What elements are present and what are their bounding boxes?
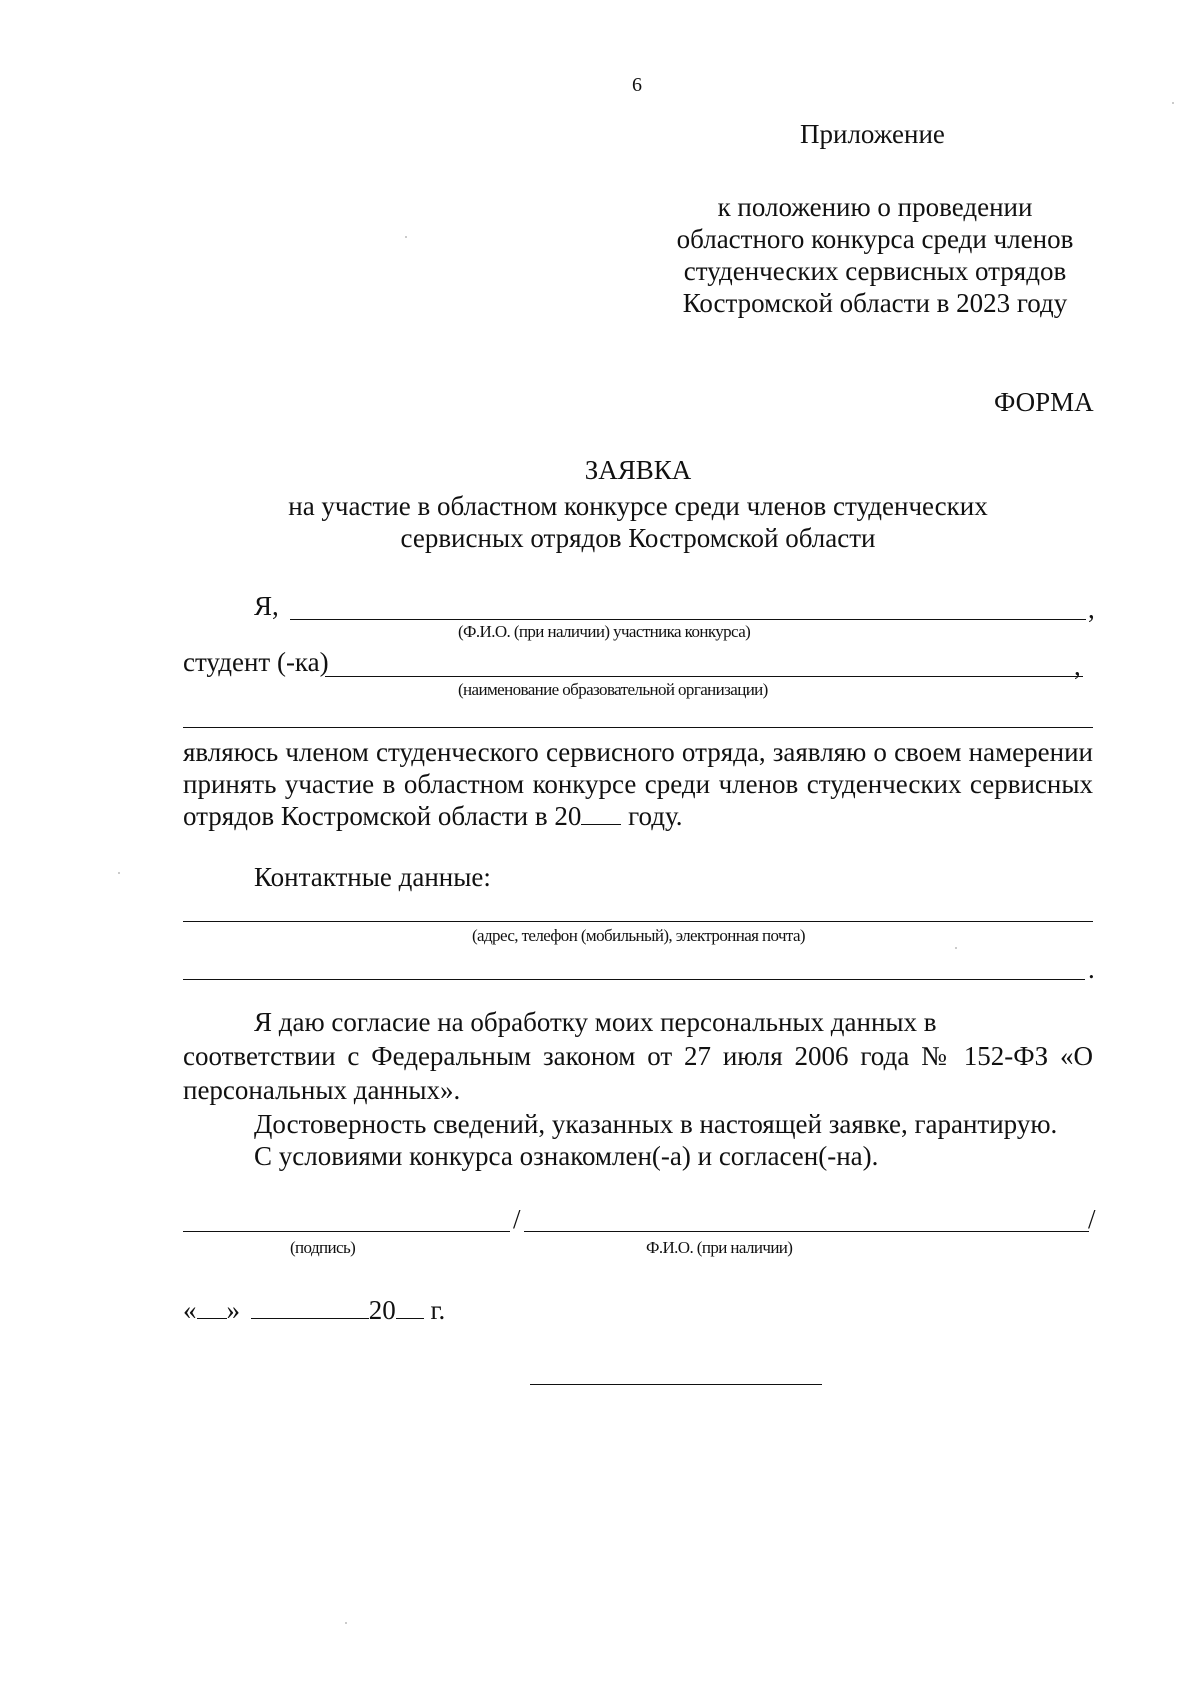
scan-speck: [955, 947, 957, 949]
contacts-end-mark: .: [1088, 954, 1095, 984]
student-prefix: студент (-ка): [183, 647, 329, 677]
date-close-quote: »: [226, 1295, 240, 1325]
consent-line4: Достоверность сведений, указанных в настоящей заявке, гарантирую.: [254, 1109, 1058, 1139]
signature-name-line[interactable]: [524, 1231, 1089, 1232]
appendix-line: Костромской области в 2023 году: [682, 288, 1068, 318]
consent-line2: соответствии с Федеральным законом от 27 июля 2006 года № 152-ФЗ «О: [183, 1041, 1093, 1071]
student-suffix: ,: [1074, 651, 1081, 681]
student-field-continuation-line[interactable]: [183, 727, 1093, 728]
page-number: 6: [632, 74, 642, 96]
document-subtitle-line2: сервисных отрядов Костромской области: [400, 523, 876, 553]
name-field-line[interactable]: [290, 619, 1086, 620]
document-subtitle-line1: на участие в областном конкурсе среди членов студенческих: [288, 491, 988, 521]
appendix-line: областного конкурса среди членов: [676, 224, 1074, 254]
scan-speck: [1172, 102, 1174, 104]
consent-line5: С условиями конкурса ознакомлен(-а) и согласен(-на).: [254, 1141, 879, 1171]
name-caption: (Ф.И.О. (при наличии) участника конкурса): [458, 622, 751, 641]
contacts-line2[interactable]: [183, 979, 1085, 980]
day-blank[interactable]: [197, 1296, 227, 1319]
statement-line1: являюсь членом студенческого сервисного отряда, заявляю о своем намерении: [183, 737, 1093, 767]
closing-separator: [530, 1384, 822, 1385]
signature-name-caption: Ф.И.О. (при наличии): [646, 1238, 793, 1257]
appendix-title: Приложение: [800, 119, 945, 149]
contacts-label: Контактные данные:: [254, 862, 491, 892]
contacts-line1[interactable]: [183, 921, 1093, 922]
name-prefix: Я,: [254, 591, 279, 621]
signature-caption: (подпись): [290, 1238, 356, 1257]
consent-line3: персональных данных».: [183, 1075, 461, 1105]
date-year-prefix: 20: [368, 1295, 396, 1325]
contacts-caption: (адрес, телефон (мобильный), электронная почта): [472, 926, 805, 945]
scan-speck: [118, 872, 120, 874]
statement-line3-prefix: отрядов Костромской области в 20: [183, 801, 582, 831]
statement-line2: принять участие в областном конкурсе среди членов студенческих сервисных: [183, 769, 1093, 799]
signature-separator: /: [513, 1204, 521, 1234]
scan-speck: [345, 1622, 347, 1624]
date-line: [183, 1294, 445, 1326]
consent-line1: Я даю согласие на обработку моих персональных данных в: [254, 1007, 937, 1037]
student-caption: (наименование образовательной организации): [458, 680, 768, 699]
document-title: ЗАЯВКА: [584, 455, 692, 485]
student-field-line[interactable]: [325, 676, 1083, 677]
appendix-line: студенческих сервисных отрядов: [683, 256, 1067, 286]
statement-line3-suffix: году.: [621, 801, 683, 831]
appendix-text: [660, 191, 1090, 319]
signature-line[interactable]: [183, 1231, 510, 1232]
signature-end: /: [1088, 1204, 1096, 1234]
month-blank[interactable]: [251, 1296, 369, 1319]
year-blank[interactable]: [581, 802, 621, 825]
form-label: ФОРМА: [994, 387, 1094, 417]
date-open-quote: «: [183, 1295, 197, 1325]
date-year-suffix: г.: [423, 1295, 446, 1325]
appendix-line: к положению о проведении: [717, 192, 1033, 222]
statement-line3: [183, 800, 683, 832]
scan-speck: [405, 236, 407, 238]
date-year-blank[interactable]: [396, 1296, 424, 1319]
name-suffix: ,: [1088, 594, 1095, 624]
